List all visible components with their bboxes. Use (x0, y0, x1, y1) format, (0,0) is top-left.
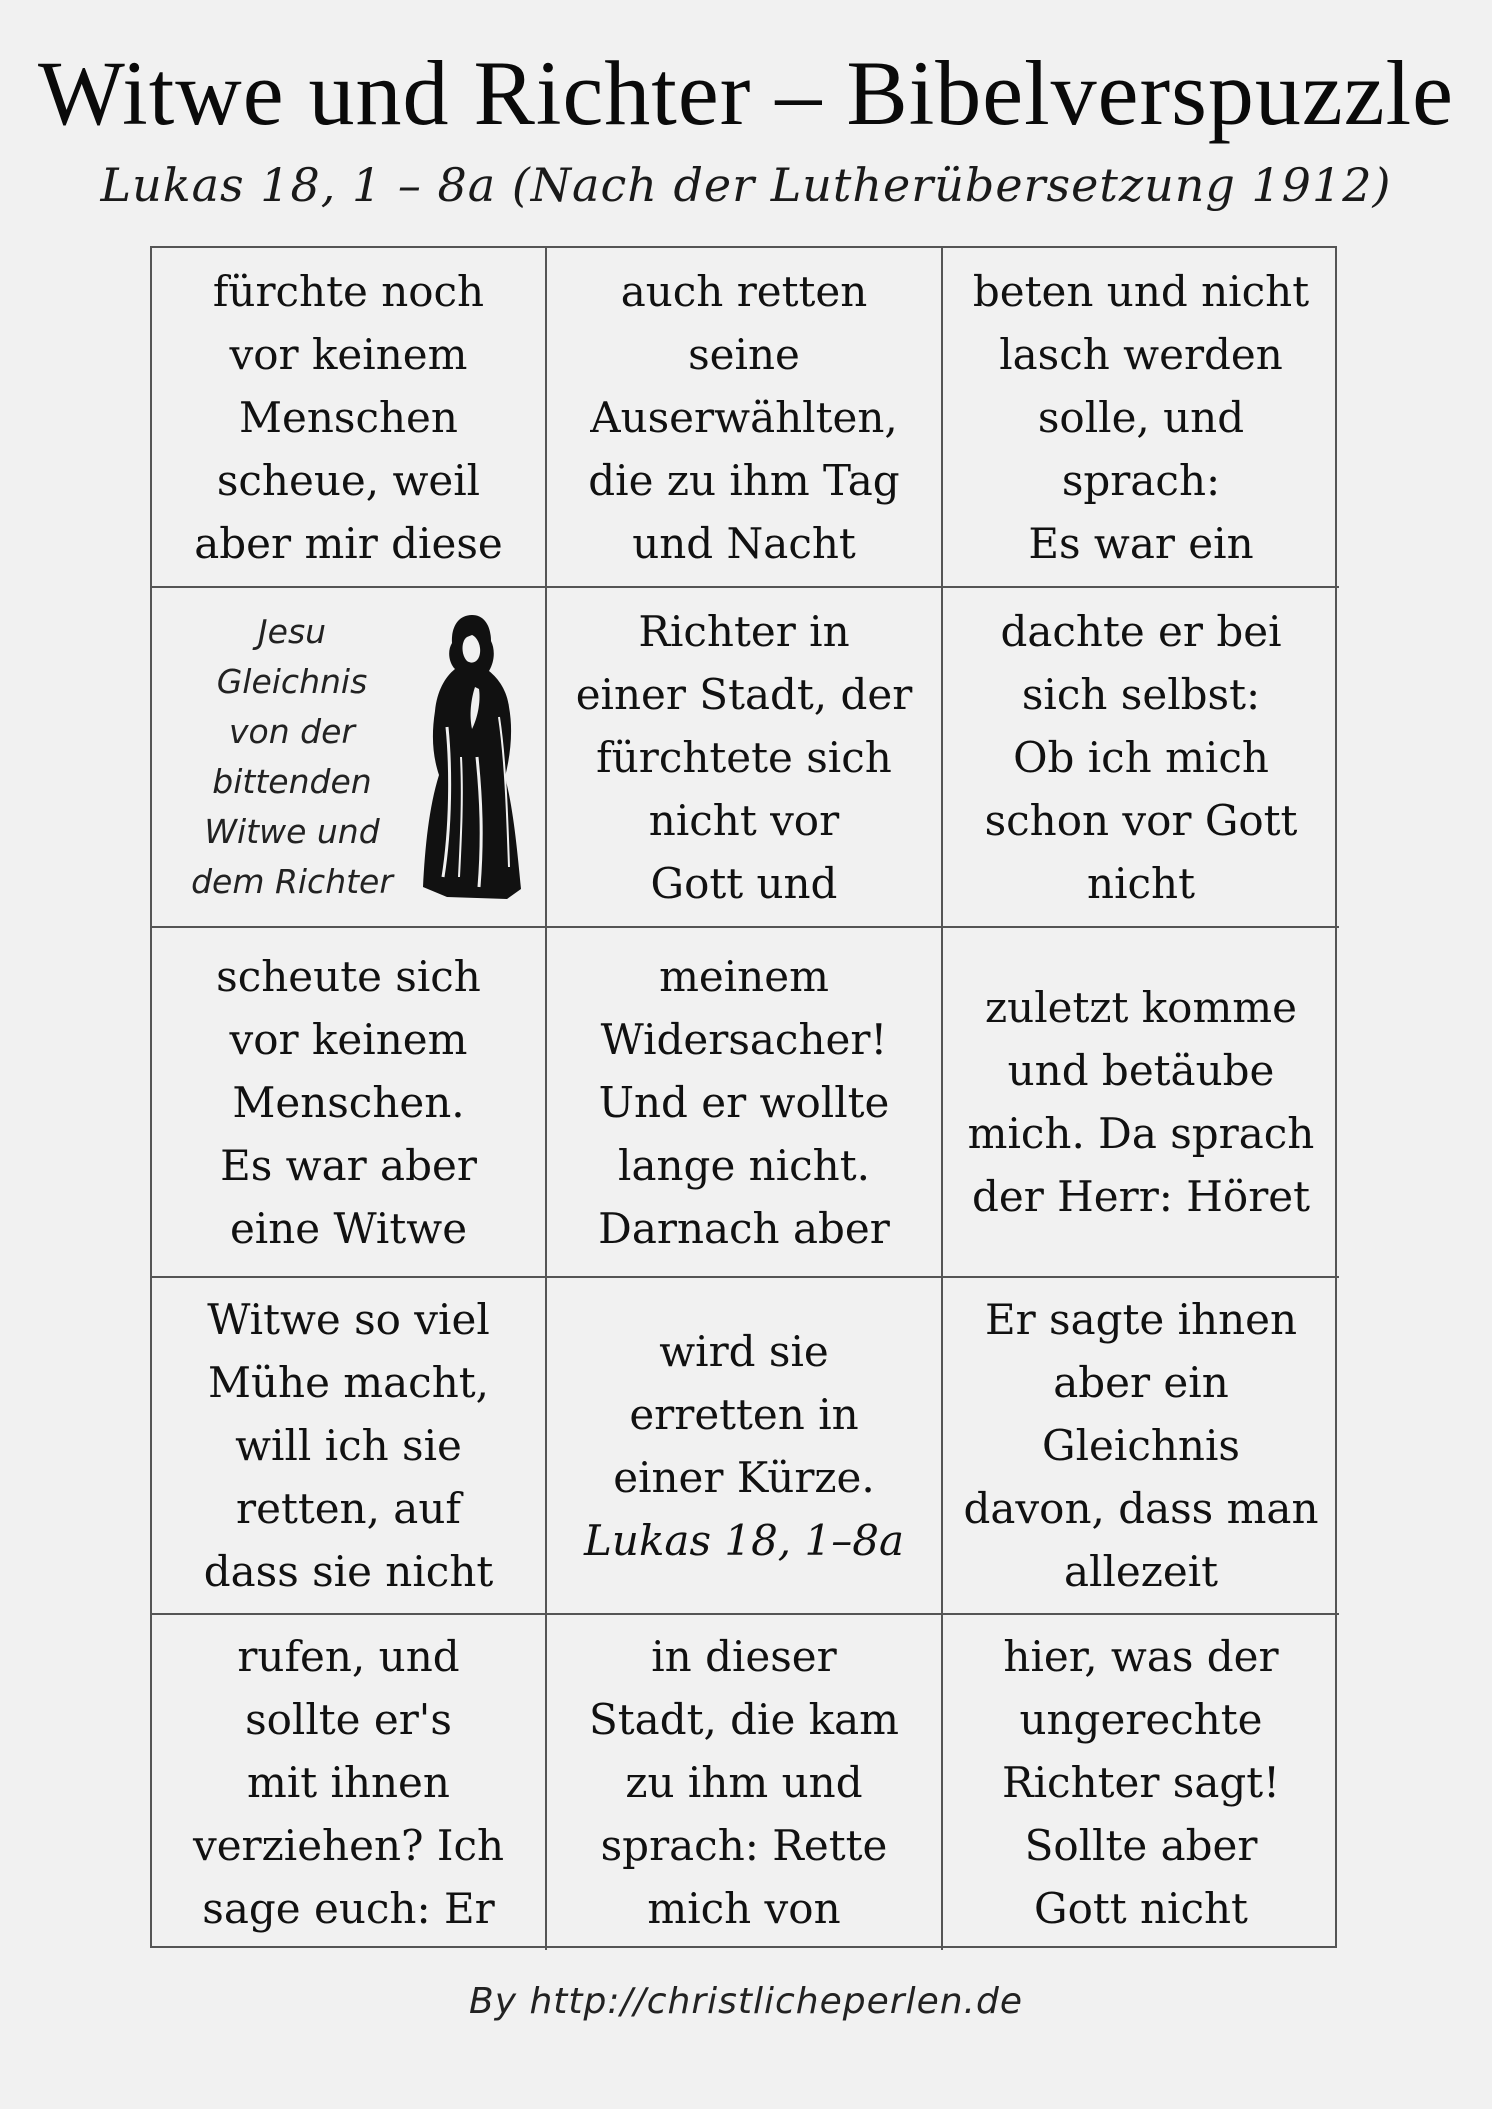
puzzle-cell-6[interactable]: dachte er bei sich selbst: Ob ich mich schon vor Gott nicht (943, 588, 1339, 928)
page-subtitle: Lukas 18, 1 – 8a (Nach der Lutherübersetzung 1912) (100, 158, 1392, 212)
puzzle-cell-3[interactable]: beten und nicht lasch werden solle, und sprach: Es war ein (943, 248, 1339, 588)
puzzle-cell-7[interactable]: scheute sich vor keinem Menschen. Es war aber eine Witwe (152, 928, 547, 1278)
puzzle-cell-5[interactable]: Richter in einer Stadt, der fürchtete sich nicht vor Gott und (547, 588, 943, 928)
praying-woman-icon (417, 607, 527, 907)
puzzle-cell-9[interactable]: zuletzt komme und betäube mich. Da sprach der Herr: Höret (943, 928, 1339, 1278)
puzzle-cell-11-text: wird sie erretten in einer Kürze. (613, 1326, 875, 1502)
parable-caption: Jesu Gleichnis von der bittenden Witwe und dem Richter (191, 612, 393, 901)
puzzle-grid (150, 246, 1337, 1948)
puzzle-cell-2[interactable]: auch retten seine Auserwählten, die zu ihm Tag und Nacht (547, 248, 943, 588)
puzzle-cell-1[interactable]: fürchte noch vor keinem Menschen scheue, weil aber mir diese (152, 248, 547, 588)
bible-reference: Lukas 18, 1–8a (584, 1515, 904, 1565)
puzzle-cell-10[interactable]: Witwe so viel Mühe macht, will ich sie retten, auf dass sie nicht (152, 1278, 547, 1615)
puzzle-cell-14[interactable]: in dieser Stadt, die kam zu ihm und sprach: Rette mich von (547, 1615, 943, 1950)
puzzle-cell-13[interactable]: rufen, und sollte er's mit ihnen verziehen? Ich sage euch: Er (152, 1615, 547, 1950)
puzzle-cell-8[interactable]: meinem Widersacher! Und er wollte lange nicht. Darnach aber (547, 928, 943, 1278)
puzzle-cell-15[interactable]: hier, was der ungerechte Richter sagt! Sollte aber Gott nicht (1001, 1632, 1281, 1933)
source-footer: By http://christlicheperlen.de (469, 1981, 1023, 2022)
puzzle-cell-11[interactable] (547, 1278, 943, 1615)
page-title: Witwe und Richter – Bibelverspuzzle (38, 42, 1454, 144)
puzzle-cell-title-image[interactable] (152, 588, 547, 928)
puzzle-cell-12[interactable]: Er sagte ihnen aber ein Gleichnis davon, dass man allezeit (943, 1278, 1339, 1615)
